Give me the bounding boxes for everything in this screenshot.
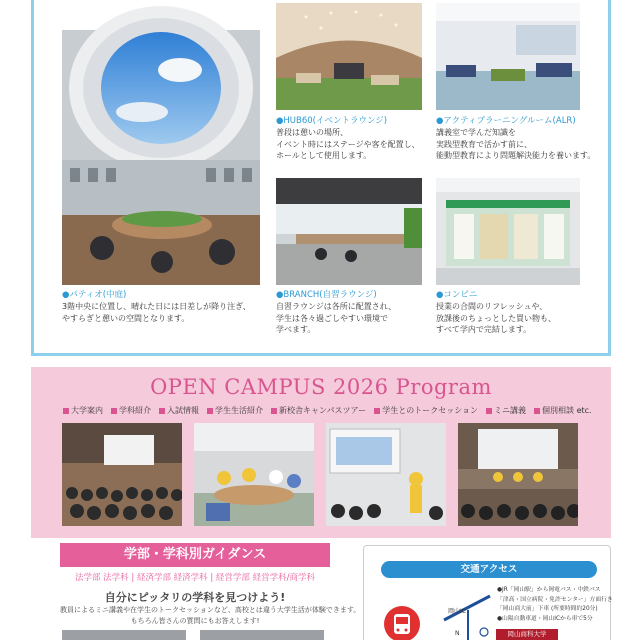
- program-item-label: 入試情報: [167, 406, 199, 415]
- event-photo-lecture-hall: [62, 423, 182, 526]
- bullet-square-icon: [486, 408, 492, 414]
- guidance-body-line: 教員によるミニ講義や在学生のトークセッションなど、高校とは違う大学生活が体験できます。: [60, 606, 361, 614]
- bullet-square-icon: [207, 408, 213, 414]
- branch-photo: [276, 178, 422, 285]
- bullet-square-icon: [374, 408, 380, 414]
- guidance-heading: 自分にピッタリの学科を見つけよう!: [104, 591, 286, 604]
- access-line: ●山陽自動車道・岡山ICから車で5分: [497, 615, 593, 622]
- event-photo-mini-lecture: [326, 423, 446, 526]
- caption-title: ●パティオ(中庭): [62, 290, 127, 300]
- caption-line: やすらぎと憩いの空間となります。: [62, 313, 190, 323]
- program-item-label: 新校舎キャンパスツアー: [279, 406, 367, 415]
- access-map: [438, 590, 498, 640]
- north-icon: N: [455, 630, 460, 637]
- patio-photo: [62, 0, 260, 285]
- access-directions: [497, 586, 613, 624]
- bus-icon: [384, 606, 420, 640]
- alr-photo: [436, 3, 580, 110]
- guidance-photo-right: [200, 630, 324, 640]
- caption-title: ●HUB60(イベントラウンジ): [276, 116, 388, 126]
- caption-line: イベント時にはステージや客を配置し、: [276, 139, 420, 149]
- program-list: [63, 405, 592, 416]
- access-title: 交通アクセス: [381, 561, 597, 578]
- caption-line: 自習ラウンジは各所に配置され、: [276, 302, 397, 311]
- university-map-label: 岡山商科大学: [496, 629, 558, 640]
- caption-patio: [62, 290, 251, 324]
- program-item: [159, 405, 199, 416]
- bullet-square-icon: [159, 408, 165, 414]
- program-item: [534, 405, 592, 416]
- access-line: 「岡山商大前」下車 (所要時間約20分): [497, 606, 598, 612]
- bullet-square-icon: [271, 408, 277, 414]
- program-item: [63, 405, 103, 416]
- access-line: 「津高・国立病院・免許センター」方面行き: [497, 596, 613, 603]
- bullet-square-icon: [534, 408, 540, 414]
- program-item: [111, 405, 151, 416]
- caption-line: 学生は各々過ごしやすい環境で: [276, 313, 388, 323]
- caption-line: 講義室で学んだ知識を: [436, 128, 516, 137]
- guidance-photo-left: [62, 630, 186, 640]
- guidance-departments: 法学部 法学科 | 経済学部 経済学科 | 経営学部 経営学科/商学科: [74, 573, 315, 583]
- bullet-square-icon: [111, 408, 117, 414]
- access-line: ●JR「岡山駅」から岡電バス・中鉄バス: [497, 587, 601, 593]
- guidance-body-line: もちろん皆さんの質問にもお答えします!: [130, 617, 260, 625]
- program-item: [271, 405, 366, 416]
- caption-line: 3階中央に位置し、晴れた日には日差しが降り注ぎ、: [62, 302, 251, 311]
- convenience-store-photo: [436, 178, 580, 285]
- caption-line: 授業の合間のリフレッシュや、: [436, 302, 548, 311]
- caption-line: 放課後のちょっとした買い物も、: [436, 313, 556, 323]
- caption-title: ●BRANCH(自習ラウンジ): [276, 290, 377, 300]
- caption-line: 実践型教育で活かす前に、: [436, 139, 532, 149]
- caption-convenience-store: [436, 290, 556, 336]
- program-item-label: 学科紹介: [119, 406, 151, 415]
- program-item: [207, 405, 263, 416]
- caption-line: 普段は憩いの場所、: [276, 128, 348, 137]
- event-photo-talk-session: [194, 423, 314, 526]
- bullet-square-icon: [63, 408, 69, 414]
- guidance-banner: 学部・学科別ガイダンス: [60, 543, 330, 567]
- ic-label: 岡山IC: [448, 608, 466, 615]
- program-item-label: 個別相談 etc.: [542, 406, 592, 415]
- program-item: [374, 405, 478, 416]
- program-item-label: ミニ講義: [494, 406, 527, 415]
- open-campus-title: OPEN CAMPUS 2026 Program: [150, 375, 492, 399]
- program-item-label: 学生とのトークセッション: [382, 406, 479, 415]
- caption-hub60: [276, 116, 420, 162]
- event-photo-presentation: [458, 423, 578, 526]
- caption-alr: [436, 116, 595, 162]
- hub60-photo: [276, 3, 422, 110]
- caption-line: ホールとして使用します。: [276, 151, 372, 160]
- caption-branch: [276, 290, 396, 336]
- caption-line: 能動型教育により問題解決能力を養います。: [436, 151, 596, 160]
- caption-title: ●アクティブラーニングルーム(ALR): [436, 116, 576, 126]
- caption-line: すべて学内で完結します。: [436, 325, 532, 334]
- guidance-body: [60, 605, 361, 627]
- program-item-label: 大学案内: [71, 406, 103, 415]
- program-item: [486, 405, 526, 416]
- caption-title: ●コンビニ: [436, 290, 478, 300]
- program-item-label: 学生生活紹介: [215, 406, 263, 415]
- caption-line: 学べます。: [276, 325, 316, 334]
